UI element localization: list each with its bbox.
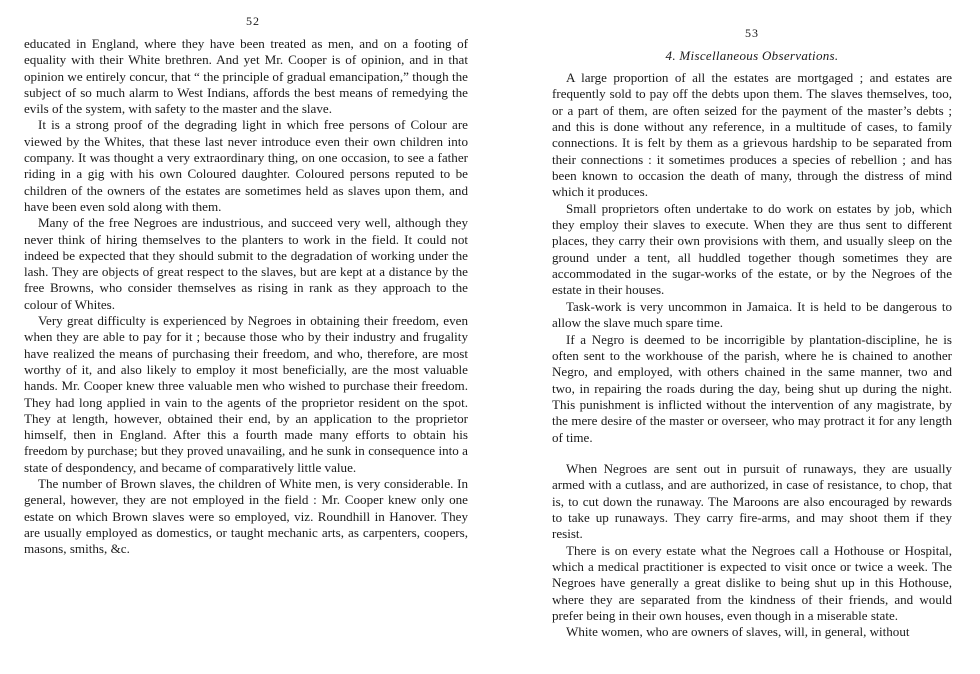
paragraph: Many of the free Negroes are industrious, and succeed very well, although they never think of hiring themselves to the planters to work in the field. It could not indeed be expected that they should submit to the degradation of working under the lash. They are objects of great respect to the slaves, but are kept at a distance by the free Browns, who consider themselves as rising in rank as they approach to the colour of Whites. [24, 215, 468, 312]
paragraph: Very great difficulty is experienced by Negroes in obtaining their freedom, even when they are able to pay for it ; because those who by their industry and frugality have realized the means of purchasing their freedom, and who, therefore, are most worthy of it, and also likely to employ it most beneficially, are the most valuable hands. Mr. Cooper knew three valuable men who wished to purchase their freedom. They had long applied in vain to the agents of the proprietor resident on the spot. They at length, however, obtained their end, by an application to the proprietor himself, then in England. After this a fourth made many efforts to obtain his freedom by purchase; but they proved unavailing, and he sunk in consequence into a state of despondency, and became of comparatively little value. [24, 313, 468, 475]
right-page [490, 0, 980, 674]
paragraph: A large proportion of all the estates are mortgaged ; and estates are frequently sold to pay off the debts upon them. The slaves themselves, too, or a part of them, are often seized for the payment of the master’s debts ; and this is done without any reference, in a multitude of cases, to family connections. It is felt by them as a grievous hardship to be separated from their connections : it sometimes produces a species of rebellion ; and has been known to occasion the death of many, through the distress of mind which it produces. [552, 70, 952, 200]
page-number: 53 [745, 26, 759, 40]
paragraph: If a Negro is deemed to be incorrigible by plantation-discipline, he is often sent to the workhouse of the parish, where he is chained to another Negro, and employed, with others chained in the same manner, two and two, in repairing the roads during the day, being shut up during the night. This punishment is inflicted without the intervention of any magistrate, by the mere desire of the master or overseer, who may protract it for any length of time. [552, 331, 952, 445]
section-heading: 4. Miscellaneous Observations. [665, 48, 839, 63]
paragraph: White women, who are owners of slaves, will, in general, without [566, 624, 910, 640]
paragraph: When Negroes are sent out in pursuit of runaways, they are usually armed with a cutlass, and are authorized, in case of resistance, to chop, that is, to cut down the runaway. The Maroons are also encouraged by rewards to take up runaways. They carry fire-arms, and may shoot them if they resist. [552, 460, 952, 542]
paragraph: It is a strong proof of the degrading light in which free persons of Colour are viewed by the Whites, that these last never introduce even their own children into company. It was thought a very extraordinary thing, on one occasion, to see a father riding in a gig with his own Coloured daughter. Coloured persons reputed to be children of the owners of the estates are sometimes held as slaves upon them, and have been even sold along with them. [24, 117, 468, 214]
paragraph: There is on every estate what the Negroes call a Hothouse or Hospital, which a medical practitioner is expected to visit once or twice a week. The Negroes have generally a great dislike to being shut up in this Hothouse, where they are separated from the kindness of their friends, and would prefer being in their own houses, even though in a miserable state. [552, 542, 952, 623]
paragraph: Task-work is very uncommon in Jamaica. It is held to be dangerous to allow the slave much spare time. [552, 298, 952, 331]
paragraph: Small proprietors often undertake to do work on estates by job, which they employ their slaves to execute. When they are thus sent to different places, they carry their own provisions with them, and usually sleep on the ground under a tent, all huddled together though sometimes they are accommodated in the sugar-works of the estate, or by the Negroes of the estate in their houses. [552, 200, 952, 298]
paragraph: educated in England, where they have been treated as men, and on a footing of equality with their White brethren. And yet Mr. Cooper is of opinion, and in that opinion we entirely concur, that “ the principle of gradual emancipation,” though the subject of so much alarm to West Indians, affords the best means of remedying the evils of the system, with safety to the master and the slave. [24, 36, 468, 117]
paragraph: The number of Brown slaves, the children of White men, is very considerable. In general, however, they are not employed in the field : Mr. Cooper knew only one estate on which Brown slaves were so employed, viz. Roundhill in Hanover. They are usually employed as domestics, or taught mechanic arts, as carpenters, coopers, masons, smiths, &c. [24, 476, 468, 557]
page-number: 52 [246, 14, 260, 28]
